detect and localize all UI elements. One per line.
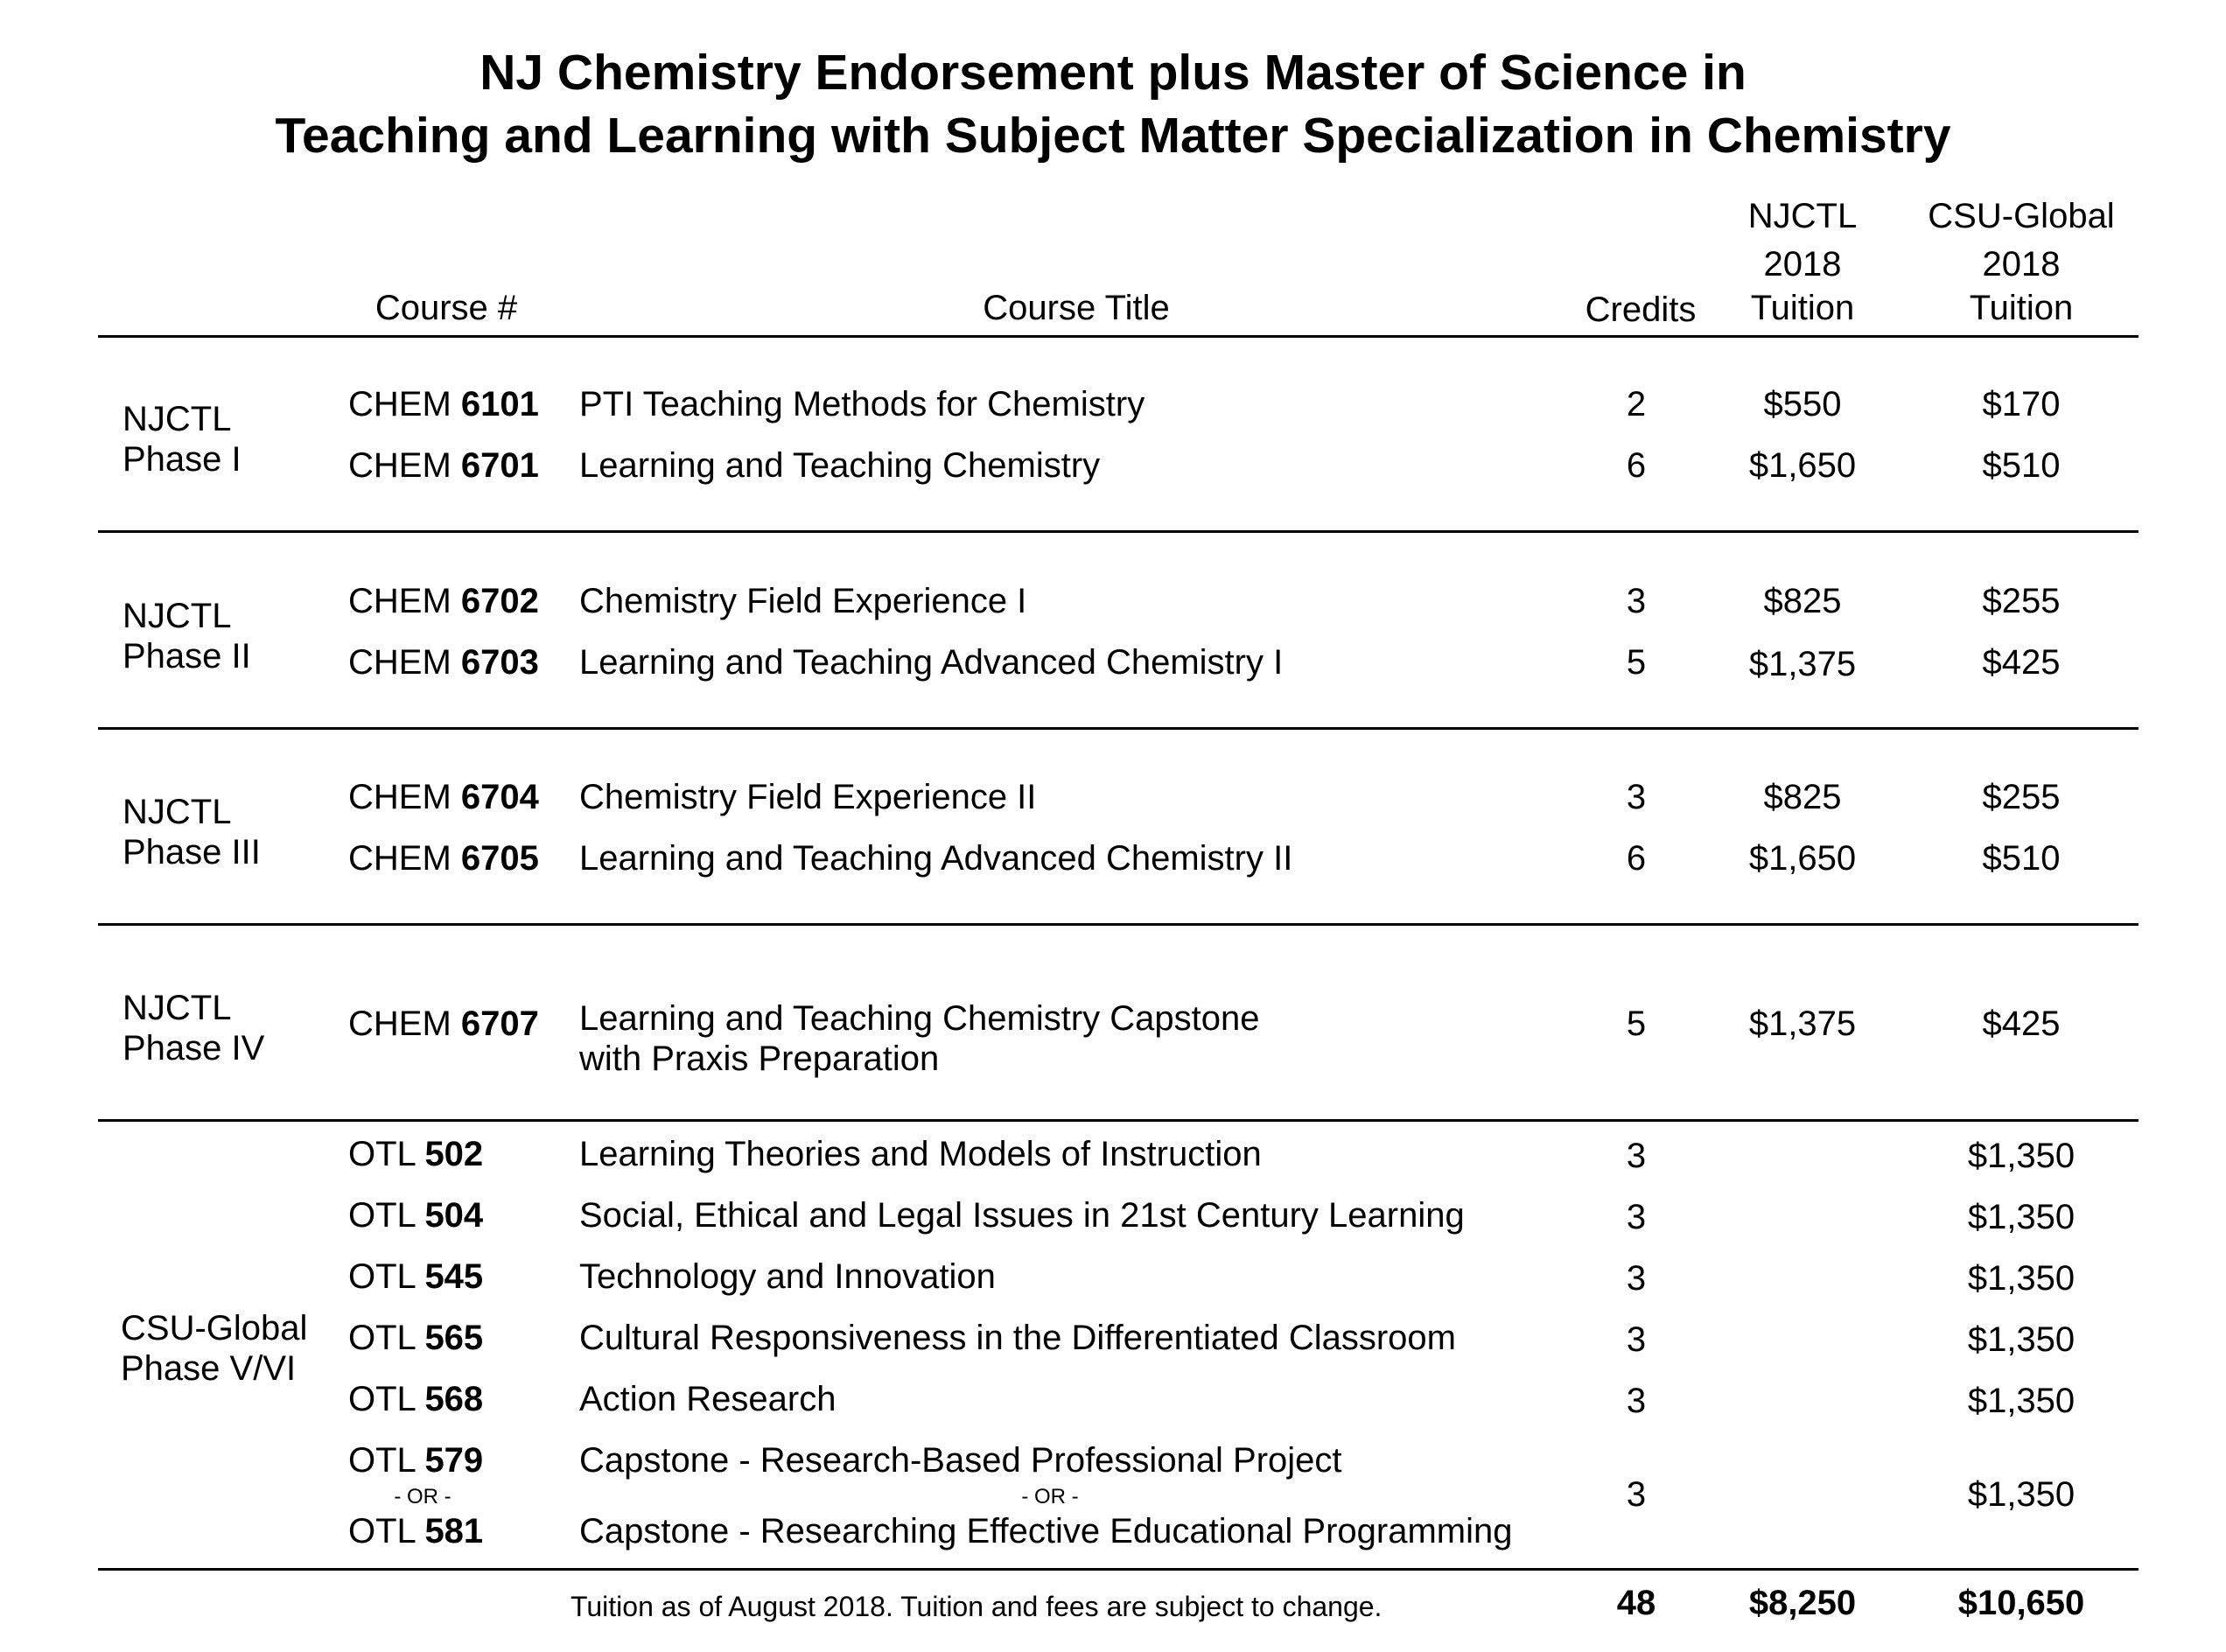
or-separator: - OR - [394,1485,452,1508]
course-number: CHEM 6704 [348,778,539,816]
phase-label: NJCTL [122,400,232,438]
total-njctl-tuition: $8,250 [1748,1584,1857,1622]
phase-label: Phase V/VI [121,1349,297,1388]
course-credits: 6 [1626,839,1647,878]
course-credits: 2 [1626,385,1647,424]
course-title: Chemistry Field Experience II [579,778,1037,816]
phase-label: NJCTL [122,597,232,635]
header-csu-line3: Tuition [1969,289,2074,327]
csu-tuition: $425 [1982,1004,2061,1043]
njctl-tuition: $1,650 [1748,839,1857,878]
course-title: Action Research [579,1380,836,1418]
course-number: OTL 504 [348,1196,484,1235]
header-csu-line2: 2018 [1982,245,2061,284]
csu-tuition: $510 [1982,446,2061,485]
course-credits: 3 [1626,1259,1647,1298]
course-number: CHEM 6707 [348,1004,539,1043]
csu-tuition: $255 [1982,778,2061,816]
njctl-tuition: $1,650 [1748,446,1857,485]
course-number: CHEM 6101 [348,385,539,424]
divider-phase-4 [98,1119,2138,1122]
header-njctl-line1: NJCTL [1747,197,1858,235]
phase-label: Phase III [122,833,261,872]
divider-phase-5 [98,1568,2138,1571]
njctl-tuition: $825 [1763,778,1842,816]
course-title: Capstone - Research-Based Professional Project [579,1441,1342,1480]
course-number: OTL 568 [348,1380,484,1418]
course-title: Social, Ethical and Legal Issues in 21st Century Learning [579,1196,1465,1235]
total-credits: 48 [1616,1584,1656,1622]
header-credits: Credits [1585,290,1697,329]
course-number: OTL 565 [348,1319,484,1357]
phase-label: Phase IV [122,1029,265,1068]
course-title: Capstone - Researching Effective Educational Programming [579,1512,1513,1550]
course-title: Learning Theories and Models of Instruction [579,1135,1262,1173]
phase-label: Phase II [122,637,251,676]
course-credits: 5 [1626,643,1647,682]
course-number: CHEM 6702 [348,582,539,620]
course-credits: 6 [1626,446,1647,485]
phase-label: NJCTL [122,989,232,1027]
csu-tuition: $170 [1982,385,2061,424]
course-number: OTL 581 [348,1512,484,1550]
csu-tuition: $425 [1982,643,2061,682]
csu-tuition: $1,350 [1967,1382,2076,1420]
tuition-note: Tuition as of August 2018. Tuition and fees are subject to change. [570,1591,1382,1622]
njctl-tuition: $1,375 [1748,1004,1857,1043]
njctl-tuition: $1,375 [1748,645,1857,683]
course-number: OTL 502 [348,1135,484,1173]
page-title-line-1: NJ Chemistry Endorsement plus Master of Science in [480,45,1746,101]
course-title: Learning and Teaching Advanced Chemistry I [579,643,1284,682]
course-title: Learning and Teaching Advanced Chemistry II [579,839,1293,878]
course-credits: 3 [1626,1475,1647,1514]
course-title: Cultural Responsiveness in the Differentiated Classroom [579,1319,1456,1357]
course-credits: 3 [1626,778,1647,816]
phase-label: CSU-Global [121,1309,308,1348]
csu-tuition: $1,350 [1967,1198,2076,1236]
course-title: Chemistry Field Experience I [579,582,1027,620]
course-title: Learning and Teaching Chemistry Capstone [579,999,1260,1038]
csu-tuition: $1,350 [1967,1259,2076,1298]
njctl-tuition: $825 [1763,582,1842,620]
course-credits: 3 [1626,1198,1647,1236]
divider-phase-2 [98,727,2138,730]
divider-phase-3 [98,923,2138,926]
course-title: PTI Teaching Methods for Chemistry [579,385,1145,424]
course-credits: 3 [1626,1137,1647,1175]
course-number: OTL 545 [348,1257,484,1296]
course-number: CHEM 6705 [348,839,539,878]
header-csu-line1: CSU-Global [1928,197,2115,235]
page-title-line-2: Teaching and Learning with Subject Matter Specialization in Chemistry [275,108,1951,164]
course-credits: 3 [1626,582,1647,620]
course-title: Technology and Innovation [579,1257,996,1296]
course-title: Learning and Teaching Chemistry [579,446,1101,485]
course-number: CHEM 6701 [348,446,539,485]
header-njctl-line3: Tuition [1750,289,1855,327]
divider-phase-1 [98,530,2138,533]
course-title-continued: with Praxis Preparation [579,1040,940,1078]
csu-tuition: $1,350 [1967,1137,2076,1175]
course-number: CHEM 6703 [348,643,539,682]
course-credits: 3 [1626,1320,1647,1359]
csu-tuition: $1,350 [1967,1475,2076,1514]
phase-label: NJCTL [122,793,232,831]
csu-tuition: $255 [1982,582,2061,620]
or-separator: - OR - [1021,1485,1079,1508]
course-credits: 5 [1626,1004,1647,1043]
header-course-title: Course Title [983,289,1170,327]
njctl-tuition: $550 [1763,385,1842,424]
header-course-number: Course # [374,289,518,327]
header-njctl-line2: 2018 [1763,245,1842,284]
csu-tuition: $510 [1982,839,2061,878]
course-credits: 3 [1626,1382,1647,1420]
header-rule [98,335,2138,338]
phase-label: Phase I [122,440,242,479]
total-csu-tuition: $10,650 [1957,1584,2085,1622]
course-number: OTL 579 [348,1441,484,1480]
csu-tuition: $1,350 [1967,1320,2076,1359]
